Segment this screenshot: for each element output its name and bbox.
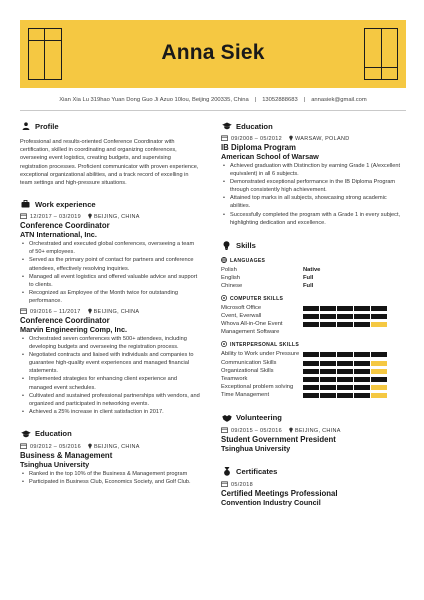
skill-level-segment [337,393,353,398]
list-item: • Served as the primary point of contact for partners and conference attendees, effectively resolving inquiries. [20,256,200,272]
language-name: Polish [221,266,237,273]
skill-level-segment [371,352,387,357]
list-item: • Successfully completed the program with a Grade 1 in every subject, highlighting dedication and excellence. [221,211,406,227]
right-column [221,120,406,507]
pin-icon [88,443,92,451]
certificates-title: Certificates [236,467,278,477]
section-heading [221,240,406,252]
degree-title: IB Diploma Program [221,143,296,152]
skill-level-segment [337,352,353,357]
job-dates: 09/2016 – 11/2017 [30,308,81,315]
skill-level-segment [303,393,319,398]
skill-name: Cvent, Everwall [221,313,262,320]
skill-level-segment [371,393,387,398]
list-item: • Cultivated and sustained professional partnerships with vendors, and organized and participated in networking events. [20,392,200,408]
calendar-icon [221,427,228,435]
languages-heading [221,257,406,265]
interpersonal-skills-heading [221,341,406,349]
skill-row [221,383,406,391]
graduation-cap-icon [20,429,31,438]
education-dates: 09/2012 – 05/2016 [30,443,81,450]
skill-row [221,375,406,383]
section-heading [20,428,200,440]
skill-level-segment [303,361,319,366]
pin-icon [88,213,92,221]
list-item: • Recognized as Employee of the Month twice for outstanding performance. [20,289,200,305]
skill-level-segment [354,369,370,374]
work-title: Work experience [35,199,96,209]
calendar-icon [20,213,27,221]
phone: 13052888683 [262,97,298,103]
skill-level-bar [303,393,387,398]
email: annasiek@gmail.com [311,97,367,103]
calendar-icon [20,308,27,316]
section-heading [20,120,200,132]
list-item: • Achieved a 25% increase in client satisfaction in 2017. [20,408,200,416]
skill-name: Time Management [221,391,270,398]
certificate-issuer: Convention Industry Council [221,497,321,507]
job-location: BEIJING, CHINA [93,214,140,221]
skill-level-segment [320,393,336,398]
skill-level-bar [303,369,387,374]
skill-row [221,320,406,336]
skill-level-segment [303,377,319,382]
skill-level-segment [371,322,387,327]
skill-level-segment [320,369,336,374]
job-company: ATN International, Inc. [20,230,97,240]
skill-name: Microsoft Office [221,305,262,312]
list-item: • Managed all event logistics and offered valuable advice and support to clients. [20,273,200,289]
globe-icon [221,257,227,265]
skill-level-segment [337,322,353,327]
section-heading [221,412,406,424]
skill-level-segment [354,377,370,382]
skill-level-bar [303,377,387,382]
gear-icon [221,341,227,349]
profile-section [20,120,200,187]
education-location: WARSAW, POLAND [294,136,350,142]
skill-level-segment [371,314,387,319]
skill-level-segment [303,385,319,390]
entry-meta [221,427,406,435]
skill-level-segment [337,369,353,374]
job-location: BEIJING, CHINA [93,308,140,315]
skill-level-bar [303,361,387,366]
skill-level-segment [354,322,370,327]
skill-level-segment [371,361,387,366]
education-bullets [221,162,406,227]
handshake-icon [221,413,232,422]
skill-level-bar [303,352,387,357]
list-item: • Attained top marks in all subjects, showcasing strong academic abilities. [221,194,406,210]
briefcase-icon [20,200,31,209]
separator: | [254,97,257,103]
skill-name: Exceptional problem solving [221,383,294,390]
graduation-cap-icon [221,122,232,131]
entry-meta [20,443,200,451]
skill-level-segment [320,361,336,366]
skill-name: Ability to Work under Pressure [221,351,300,358]
skills-section [221,240,406,399]
skill-level-segment [320,322,336,327]
language-level: Native [303,266,321,273]
work-section [20,198,200,416]
left-column [20,120,200,486]
skill-level-segment [303,314,319,319]
skill-row [221,359,406,367]
list-item: • Implemented strategies for enhancing client experience and managed event schedules. [20,375,200,391]
list-item: • Ranked in the top 10% of the Business & Management program [20,470,200,478]
job-title: Conference Coordinator [20,221,110,231]
language-level: Full [303,274,314,281]
skill-level-segment [354,314,370,319]
skill-level-segment [337,361,353,366]
calendar-icon [20,443,27,451]
skill-level-bar [303,385,387,390]
list-item: • Demonstrated exceptional performance in the IB Diploma Program through consistently high achievement. [221,178,406,194]
pin-icon [88,308,92,316]
volunteering-role: Student Government President [221,434,336,444]
list-item: • Achieved graduation with Distinction by earning Grade 1 (A/excellent equivalent) in all 6 subjects. [221,162,406,178]
job-title: Conference Coordinator [20,315,110,325]
skill-row [221,304,406,312]
address: Xian Xia Lu 319hao Yuan Dong Guo Ji Azuo 10lou, Beijing 200335, China [59,97,249,103]
section-heading [20,198,200,210]
skill-level-segment [371,306,387,311]
pin-icon [289,427,293,435]
skill-level-segment [371,369,387,374]
skill-level-segment [320,352,336,357]
volunteering-dates: 09/2015 – 05/2016 [231,427,282,434]
languages-title: LANGUAGES [230,257,266,264]
skill-level-segment [303,352,319,357]
skill-level-segment [337,314,353,319]
language-row [221,274,406,282]
header-divider [20,110,406,111]
computer-skills-heading [221,295,406,303]
entry-meta [20,213,200,221]
skill-level-segment [320,385,336,390]
skill-level-segment [320,314,336,319]
skill-level-segment [320,377,336,382]
skill-level-segment [371,385,387,390]
school-name: Tsinghua University [20,459,90,469]
skill-level-segment [303,306,319,311]
gear-icon [221,295,227,303]
certificates-section [221,466,406,507]
skill-level-segment [354,361,370,366]
interpersonal-skills-title: INTERPERSONAL SKILLS [230,342,300,349]
skill-level-bar [303,314,387,319]
language-level: Full [303,282,314,289]
separator: | [303,97,306,103]
skill-name: Whova All-in-One Event Management Software [221,321,283,336]
skill-level-segment [337,385,353,390]
certificate-date: 05/2018 [231,481,253,488]
school-name: American School of Warsaw [221,152,319,161]
section-heading [221,466,406,478]
list-item: • Negotiated contracts and liaised with individuals and companies to guarantee high-quality event experiences and managed financial statements. [20,351,200,375]
skill-row [221,350,406,358]
education-title: Education [35,429,72,439]
job-entry [20,213,200,305]
skill-level-segment [303,322,319,327]
skill-row [221,367,406,375]
section-heading [221,120,406,132]
skill-name: Teamwork [221,375,248,382]
skill-name: Organizational Skills [221,367,274,374]
list-item: • Orchestrated and executed global conferences, overseeing a team of 50+ employees. [20,240,200,256]
education-section-left [20,428,200,486]
skill-level-bar [303,322,387,327]
language-name: Chinese [221,282,243,289]
skill-level-segment [354,385,370,390]
calendar-icon [221,481,228,489]
entry-meta [221,481,406,489]
language-name: English [221,274,241,281]
skills-title: Skills [236,241,256,251]
skill-level-segment [337,306,353,311]
skill-level-segment [337,377,353,382]
volunteering-title: Volunteering [236,413,282,423]
education-title: Education [236,121,273,131]
education-section-right [221,120,406,227]
skill-level-segment [303,369,319,374]
person-icon [20,122,31,131]
list-item: • Orchestrated seven conferences with 500+ attendees, including developing budgets and overseeing the registration process. [20,335,200,351]
medal-icon [221,467,232,476]
profile-title: Profile [35,121,59,131]
job-bullets [20,240,200,305]
skill-level-segment [371,377,387,382]
skill-level-bar [303,306,387,311]
job-entry [20,308,200,416]
candidate-name: Anna Siek [161,41,265,64]
education-bullets [20,470,200,486]
volunteering-location: BEIJING, CHINA [294,427,341,434]
skill-row [221,391,406,399]
skill-level-segment [320,306,336,311]
volunteering-org: Tsinghua University [221,443,291,453]
profile-text: Professional and results-oriented Conference Coordinator with certification, skilled in coordinating and organizing conferences, overseeing event logistics, creating budgets, and supervising registration processes. Proficient communicator with proven experience, exceptional organizational abilities, and a track record of excelling in team settings and high-pressure situations. [20,139,199,187]
education-location: BEIJING, CHINA [93,443,140,450]
degree-title: Business & Management [20,450,113,460]
job-bullets [20,335,200,416]
calendar-icon [221,135,228,143]
lightbulb-icon [221,241,232,250]
job-dates: 12/2017 – 03/2019 [30,214,81,221]
education-dates: 09/2008 – 05/2012 [231,136,282,142]
skill-level-segment [354,393,370,398]
skill-level-segment [354,352,370,357]
list-item: • Participated in Business Club, Economics Society, and Golf Club. [20,478,200,486]
certificate-title: Certified Meetings Professional [221,488,338,498]
pin-icon [289,135,293,143]
volunteering-section [221,412,406,453]
skill-level-segment [354,306,370,311]
resume-header [20,20,406,88]
skill-row [221,312,406,320]
skill-name: Communication Skills [221,359,277,366]
computer-skills-title: COMPUTER SKILLS [230,296,284,303]
language-row [221,282,406,290]
job-company: Marvin Engineering Comp, Inc. [20,324,128,334]
entry-meta [221,135,406,143]
contact-line [20,97,406,103]
entry-meta [20,308,200,316]
language-row [221,266,406,274]
